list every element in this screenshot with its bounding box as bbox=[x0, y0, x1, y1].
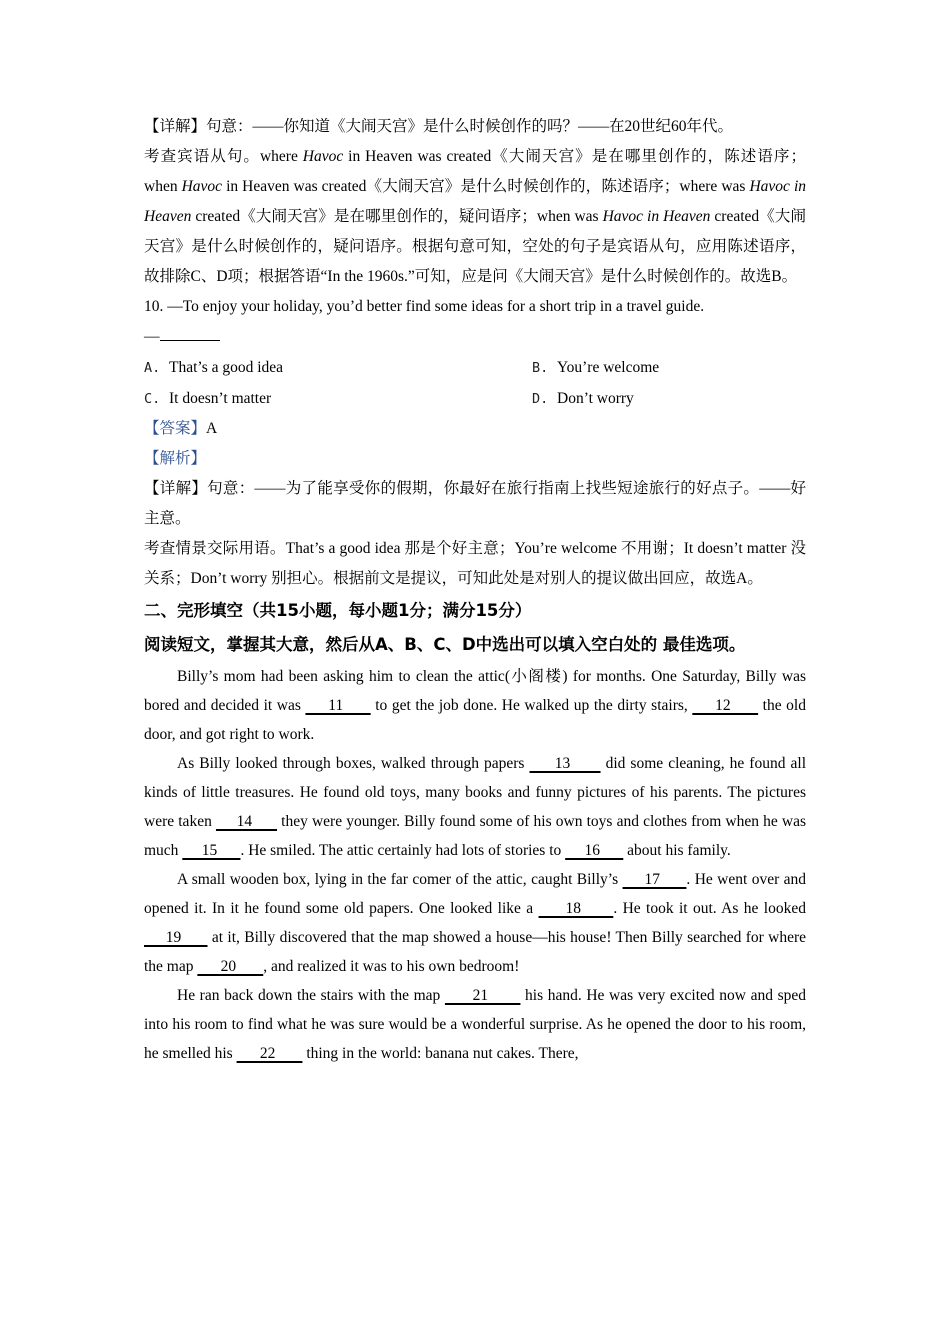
q9-analysis: 考查宾语从句。where Havoc in Heaven was created《大闹天宫》是在哪里创作的，陈述语序；when Havoc in Heaven was created《大闹天宫》是什么时候创作的，陈述语序；where was Havoc in Heaven created《大闹天宫》是在哪里创作的，疑问语序；when was Havoc in Heaven created《大闹天宫》是什么时候创作的，疑问语序。根据句意可知，空处的句子是宾语从句，应用陈述语序，故排除C、D项；根据答语“In the 1960s.”可知，应是问《大闹天宫》是什么时候创作的。故选B。 bbox=[144, 148, 807, 285]
paragraph-3: A small wooden box, lying in the far comer of the attic, caught Billy’s 17 . He went over and opened it. In it he found some old papers. One looked like a 18 . He took it out. As he looked 19 at it, Billy discovered that the map showed a house—his house! Then Billy searched for where the map 20 , and realized it was to his own bedroom! bbox=[144, 871, 807, 975]
blank-16[interactable]: 16 bbox=[565, 842, 624, 859]
option-a[interactable]: A. That’s a good idea bbox=[144, 359, 284, 376]
cloze-passage bbox=[144, 662, 806, 1068]
q10-detail-2: 考查情景交际用语。That’s a good idea 那是个好主意；You’re welcome 不用谢；It doesn’t matter 没关系；Don’t worry 别担心。根据前文是提议，可知此处是对别人的提议做出回应，故选A。 bbox=[144, 540, 806, 587]
option-c[interactable]: C. It doesn’t matter bbox=[144, 390, 272, 407]
blank-17[interactable]: 17 bbox=[622, 871, 687, 888]
q9-detail: 【详解】句意：——你知道《大闹天宫》是什么时候创作的吗？——在20世纪60年代。 bbox=[144, 118, 734, 135]
section-instruction: 阅读短文，掌握其大意，然后从A、B、C、D中选出可以填入空白处的 最佳选项。 bbox=[144, 635, 746, 654]
blank-15[interactable]: 15 bbox=[182, 842, 241, 859]
option-d[interactable]: D. Don’t worry bbox=[532, 390, 634, 407]
q10-detail: 【详解】句意：——为了能享受你的假期，你最好在旅行指南上找些短途旅行的好点子。——好主意。 bbox=[144, 480, 806, 527]
option-b[interactable]: B. You’re welcome bbox=[532, 359, 660, 376]
q10-answer: 【答案】A bbox=[144, 420, 218, 437]
q10-analysis-label: 【解析】 bbox=[144, 450, 207, 467]
blank-20[interactable]: 20 bbox=[197, 958, 264, 975]
paragraph-4: He ran back down the stairs with the map 21 his hand. He was very excited now and sped into his room to find what he was sure would be a wonderful surprise. As he opened the door to his room, he smelled his 22 thing in the world: banana nut cakes. There, bbox=[144, 987, 806, 1062]
blank-13[interactable]: 13 bbox=[529, 755, 601, 772]
document-page bbox=[144, 112, 806, 1068]
blank-21[interactable]: 21 bbox=[444, 987, 521, 1004]
paragraph-2: As Billy looked through boxes, walked through papers 13 did some cleaning, he found all kinds of little treasures. He found old toys, many books and funny pictures of his parents. The pictures were taken 14 they were younger. Billy found some of his own toys and clothes from when he was much 15 . He smiled. The attic certainly had lots of stories to 16 about his family. bbox=[144, 755, 807, 859]
response-blank bbox=[160, 322, 220, 341]
q10-question: 10. —To enjoy your holiday, you’d better find some ideas for a short trip in a travel guide. bbox=[144, 298, 705, 315]
blank-11[interactable]: 11 bbox=[305, 697, 371, 714]
blank-18[interactable]: 18 bbox=[538, 900, 614, 917]
q10-response-line: — bbox=[144, 322, 806, 352]
blank-19[interactable]: 19 bbox=[144, 929, 208, 946]
blank-22[interactable]: 22 bbox=[236, 1045, 303, 1062]
paragraph-1: Billy’s mom had been asking him to clean the attic(小阁楼) for months. One Saturday, Billy was bored and decided it was 11 to get the job done. He walked up the dirty stairs, 12 the old door, and got right to work. bbox=[144, 668, 806, 743]
q10-options bbox=[144, 352, 806, 414]
blank-14[interactable]: 14 bbox=[215, 813, 278, 830]
section-title: 二、完形填空（共15小题，每小题1分；满分15分） bbox=[144, 601, 532, 620]
blank-12[interactable]: 12 bbox=[692, 697, 759, 714]
